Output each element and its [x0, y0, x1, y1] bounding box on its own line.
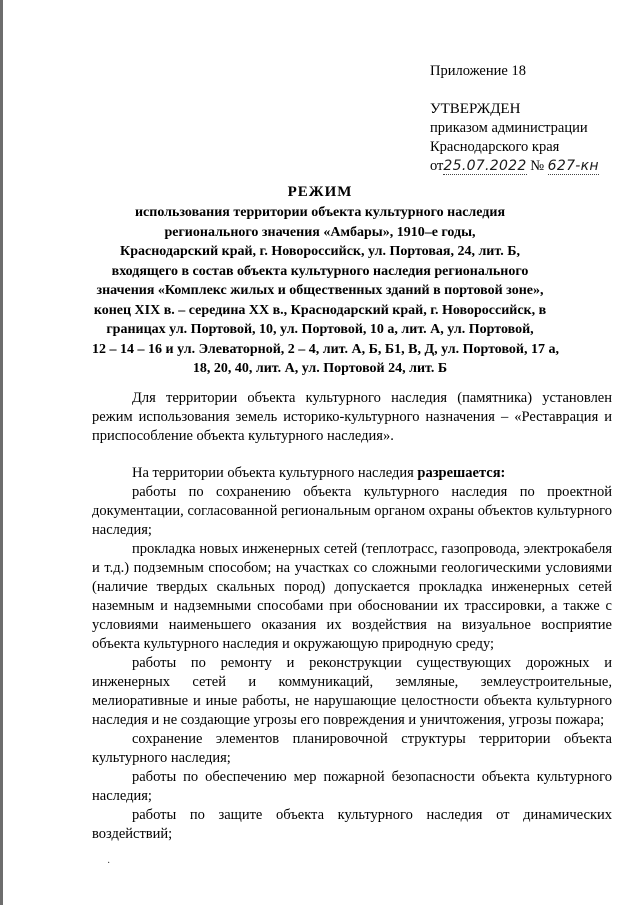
- handwritten-number: 627-кн: [547, 158, 599, 174]
- allowed-item: работы по обеспечению мер пожарной безопасности объекта культурного наследия;: [92, 769, 612, 804]
- subtitle-line: значения «Комплекс жилых и общественных зданий в портовой зоне»,: [96, 283, 544, 298]
- allowed-item: работы по сохранению объекта культурного наследия по проектной документации, согласованной региональным органом охраны объектов культурного наследия;: [92, 484, 612, 538]
- approval-block: [430, 62, 630, 176]
- from-label: от: [430, 158, 444, 174]
- allowed-item: работы по ремонту и реконструкции существующих дорожных и инженерных сетей и коммуникаций, земляные, землеустроительные, мелиоративные и иные работы, не нарушающие целостности объекта культурного наследия и не создающие угрозы его повреждения и уничтожения, угрозы пожара;: [92, 655, 612, 728]
- subtitle-line: границах ул. Портовой, 10, ул. Портовой, 10 а, лит. А, ул. Портовой,: [106, 322, 534, 337]
- order-date-number: [430, 157, 630, 176]
- intro-paragraph: Для территории объекта культурного наследия (памятника) установлен режим использования земель историко-культурного назначения – «Реставрация и приспособление объекта культурного наследия».: [92, 390, 612, 444]
- approval-line-2: Краснодарского края: [430, 139, 560, 155]
- approval-line-1: приказом администрации: [430, 120, 588, 136]
- allowed-item: сохранение элементов планировочной структуры территории объекта культурного наследия;: [92, 731, 612, 766]
- subtitle-line: конец XIX в. – середина XX в., Краснодарский край, г. Новороссийск, в: [93, 302, 547, 318]
- subtitle-line: входящего в состав объекта культурного наследия регионального: [111, 263, 529, 279]
- number-label: №: [530, 158, 545, 174]
- appendix-label: Приложение 18: [430, 63, 526, 79]
- subtitle-line: использования территории объекта культурного наследия: [134, 205, 506, 220]
- document-subtitle: [92, 203, 559, 379]
- subtitle-line: регионального значения «Амбары», 1910–е годы,: [164, 224, 476, 240]
- scan-dot-mark: ·: [107, 858, 111, 869]
- subtitle-line: 18, 20, 40, лит. А, ул. Портовой 24, лит. Б: [192, 361, 448, 376]
- approved-label: УТВЕРЖДЕН: [430, 101, 521, 117]
- allowed-heading: [92, 464, 612, 483]
- allowed-heading-bold: разрешается:: [417, 465, 506, 481]
- handwritten-date: 25.07.2022: [443, 158, 527, 174]
- document-body: [92, 389, 612, 844]
- subtitle-line: Краснодарский край, г. Новороссийск, ул. Портовая, 24, лит. Б,: [120, 244, 520, 259]
- allowed-item: работы по защите объекта культурного наследия от динамических воздействий;: [92, 807, 612, 842]
- scan-edge: [0, 0, 3, 905]
- subtitle-line: 12 – 14 – 16 и ул. Элеваторной, 2 – 4, лит. А, Б, Б1, В, Д, ул. Портовой, 17 а,: [92, 341, 559, 357]
- allowed-heading-text: На территории объекта культурного наследия: [132, 465, 418, 481]
- document-title: РЕЖИМ: [287, 184, 353, 200]
- allowed-item: прокладка новых инженерных сетей (теплотрасс, газопровода, электрокабеля и т.д.) подземным способом; на участках со сложными геологическими условиями (наличие твердых скальных пород) допускается прокладка инженерных сетей наземным и надземными способами при обосновании их трассировки, а также с условиями наименьшего оказания их воздействия на визуальное восприятие объекта культурного наследия и окружающую природную среду;: [92, 541, 612, 652]
